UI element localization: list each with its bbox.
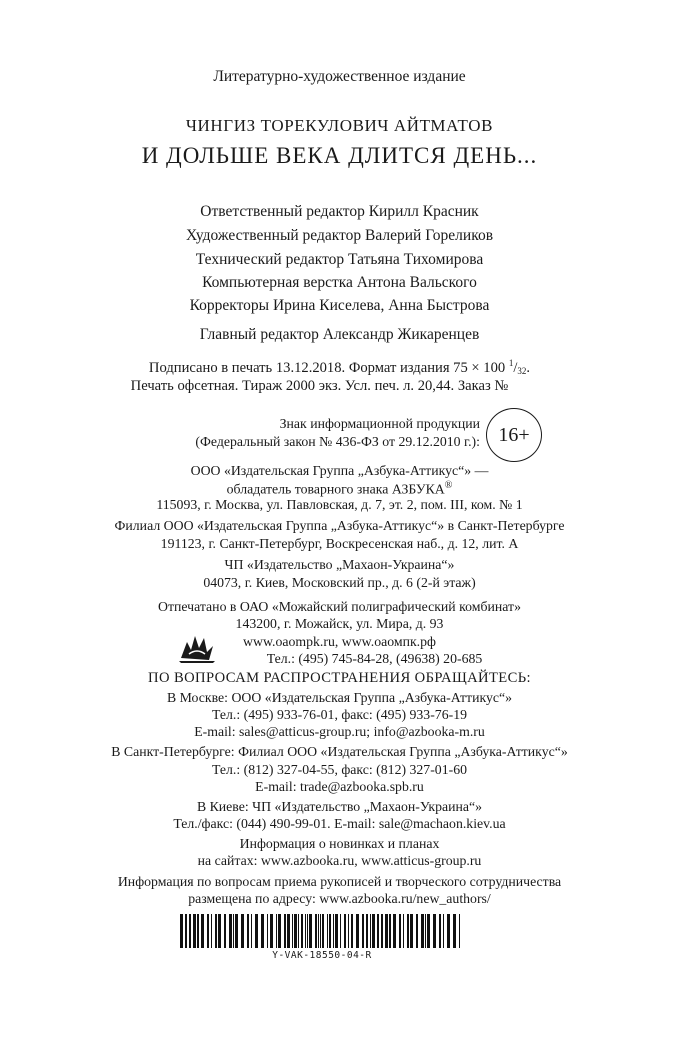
- distribution-line: Тел.: (495) 933-76-01, факс: (495) 933-76-19: [212, 707, 467, 722]
- barcode-bar: [229, 914, 232, 948]
- barcode-bar: [255, 914, 258, 948]
- barcode-bar: [389, 914, 391, 948]
- branch-kiev-address: 04073, г. Киев, Московский пр., д. 6 (2-й этаж): [203, 575, 476, 590]
- barcode-bar: [241, 914, 244, 948]
- barcode-bar: [399, 914, 401, 948]
- barcode-bar: [348, 914, 349, 948]
- barcode-bar: [318, 914, 319, 948]
- printer-address: 143200, г. Можайск, ул. Мира, д. 93: [235, 616, 444, 631]
- distribution-heading: ПО ВОПРОСАМ РАСПРОСТРАНЕНИЯ ОБРАЩАЙТЕСЬ:: [148, 670, 531, 686]
- barcode-bar: [327, 914, 328, 948]
- registered-mark: ®: [444, 480, 453, 491]
- barcode-bar: [351, 914, 353, 948]
- barcode-label: Y-VAK-18550-04-R: [272, 950, 372, 961]
- fraction-numerator: 1: [508, 358, 514, 368]
- trademark-text: обладатель товарного знака АЗБУКА: [226, 481, 445, 497]
- branch-spb-address: 191123, г. Санкт-Петербург, Воскресенская наб., д. 12, лит. А: [160, 536, 519, 551]
- author-name: ЧИНГИЗ ТОРЕКУЛОВИЧ АЙТМАТОВ: [185, 116, 494, 135]
- barcode-bar: [276, 914, 277, 948]
- barcode-bar: [193, 914, 196, 948]
- distribution-line: В Санкт-Петербурге: Филиал ООО «Издательская Группа „Азбука-Аттикус“»: [111, 744, 568, 759]
- barcode-bar: [180, 914, 183, 948]
- book-title: И ДОЛЬШЕ ВЕКА ДЛИТСЯ ДЕНЬ...: [141, 143, 538, 168]
- print-format: Подписано в печать 13.12.2018. Формат издания 75 × 100: [148, 360, 506, 376]
- barcode-bar: [211, 914, 212, 948]
- barcode-bar: [233, 914, 234, 948]
- distribution-line: E-mail: sales@atticus-group.ru; info@azbooka-m.ru: [194, 724, 485, 739]
- barcode-bar: [385, 914, 388, 948]
- barcode-bar: [366, 914, 368, 948]
- barcode-bar: [335, 914, 338, 948]
- barcode-bar: [433, 914, 436, 948]
- barcode-bar: [235, 914, 238, 948]
- barcode-bar: [377, 914, 379, 948]
- chief-editor: Главный редактор Александр Жикаренцев: [199, 326, 480, 343]
- barcode-bar: [247, 914, 249, 948]
- news-info-line2: на сайтах: www.azbooka.ru, www.atticus-group.ru: [197, 853, 482, 868]
- barcode-bar: [224, 914, 226, 948]
- barcode-bar: [305, 914, 306, 948]
- barcode-bar: [393, 914, 396, 948]
- barcode-bar: [372, 914, 375, 948]
- barcode-bar: [189, 914, 191, 948]
- publisher-address: 115093, г. Москва, ул. Павловская, д. 7, эт. 2, пом. III, ком. № 1: [156, 497, 523, 512]
- publisher-name: ООО «Издательская Группа „Азбука-Аттикус“» —: [190, 463, 489, 478]
- printer-websites: www.oaompk.ru, www.оаомпк.рф: [243, 634, 436, 649]
- barcode-bar: [251, 914, 252, 948]
- distribution-line: E-mail: trade@azbooka.spb.ru: [255, 779, 424, 794]
- barcode-bar: [425, 914, 426, 948]
- barcode-bar: [261, 914, 264, 948]
- barcode-bar: [284, 914, 286, 948]
- barcode-bar: [322, 914, 324, 948]
- barcode-bar: [403, 914, 404, 948]
- barcode-bar: [287, 914, 290, 948]
- credit-line: Корректоры Ирина Киселева, Анна Быстрова: [189, 297, 490, 314]
- barcode-bar: [333, 914, 334, 948]
- barcode-bar: [207, 914, 209, 948]
- barcode-bar: [356, 914, 359, 948]
- credit-line: Художественный редактор Валерий Гореликов: [185, 227, 494, 244]
- manuscripts-info-line1: Информация по вопросам приема рукописей и творческого сотрудничества: [117, 874, 562, 889]
- printer-phone: Тел.: (495) 745-84-28, (49638) 20-685: [266, 651, 483, 666]
- publication-type: Литературно-художественное издание: [213, 68, 466, 85]
- info-mark-label: Знак информационной продукции: [279, 416, 480, 431]
- barcode-bar: [201, 914, 204, 948]
- barcode-bar: [416, 914, 418, 948]
- barcode-bar: [459, 914, 460, 948]
- branch-spb-name: Филиал ООО «Издательская Группа „Азбука-Аттикус“» в Санкт-Петербурге: [114, 518, 565, 533]
- barcode-bar: [320, 914, 321, 948]
- barcode-bar: [443, 914, 444, 948]
- barcode-icon: [180, 914, 464, 948]
- barcode-bar: [439, 914, 441, 948]
- barcode-bar: [329, 914, 331, 948]
- print-info-line2: Печать офсетная. Тираж 2000 экз. Усл. печ. л. 20,44. Заказ №: [130, 378, 509, 394]
- print-info-line1: Подписано в печать 13.12.2018. Формат издания 75 × 100 $^1/_{32}$.: [148, 358, 531, 376]
- barcode-bar: [298, 914, 299, 948]
- news-info-line1: Информация о новинках и планах: [239, 836, 440, 851]
- barcode-bar: [447, 914, 450, 948]
- barcode-bar: [453, 914, 456, 948]
- info-mark-law: (Федеральный закон № 436-ФЗ от 29.12.2010 г.):: [195, 434, 480, 449]
- barcode-bar: [278, 914, 281, 948]
- barcode-bar: [421, 914, 424, 948]
- barcode-bar: [315, 914, 317, 948]
- branch-kiev-name: ЧП «Издательство „Махаон-Украина“»: [224, 557, 455, 572]
- barcode-bar: [344, 914, 346, 948]
- barcode-bar: [370, 914, 371, 948]
- printer-logo-icon: [177, 628, 217, 664]
- barcode-bar: [294, 914, 297, 948]
- printer-name: Отпечатано в ОАО «Можайский полиграфический комбинат»: [158, 599, 521, 614]
- credit-line: Ответственный редактор Кирилл Красник: [200, 203, 479, 220]
- barcode-bar: [309, 914, 312, 948]
- publisher-trademark: [0, 480, 679, 498]
- barcode-bar: [292, 914, 293, 948]
- fraction-denominator: 32: [517, 366, 527, 376]
- barcode-bar: [185, 914, 187, 948]
- credit-line: Технический редактор Татьяна Тихомирова: [195, 251, 484, 268]
- barcode-bar: [301, 914, 303, 948]
- barcode-bar: [215, 914, 217, 948]
- manuscripts-info-line2: размещена по адресу: www.azbooka.ru/new_authors/: [188, 891, 491, 906]
- distribution-line: В Москве: ООО «Издательская Группа „Азбука-Аттикус“»: [166, 690, 512, 705]
- barcode-bar: [362, 914, 364, 948]
- barcode-bar: [340, 914, 341, 948]
- distribution-line: В Киеве: ЧП «Издательство „Махаон-Украина“»: [196, 799, 483, 814]
- barcode-bar: [270, 914, 273, 948]
- barcode-bar: [267, 914, 268, 948]
- barcode-bar: [197, 914, 199, 948]
- barcode-bar: [307, 914, 308, 948]
- barcode-bar: [218, 914, 221, 948]
- credit-line: Компьютерная верстка Антона Вальского: [202, 274, 477, 291]
- barcode-bar: [407, 914, 409, 948]
- barcode-bar: [410, 914, 413, 948]
- barcode-bar: [427, 914, 430, 948]
- age-rating-badge: 16+: [486, 408, 542, 462]
- distribution-line: Тел./факс: (044) 490-99-01. E-mail: sale@machaon.kiev.ua: [173, 816, 506, 831]
- distribution-line: Тел.: (812) 327-04-55, факс: (812) 327-01-60: [212, 762, 467, 777]
- barcode-bar: [381, 914, 383, 948]
